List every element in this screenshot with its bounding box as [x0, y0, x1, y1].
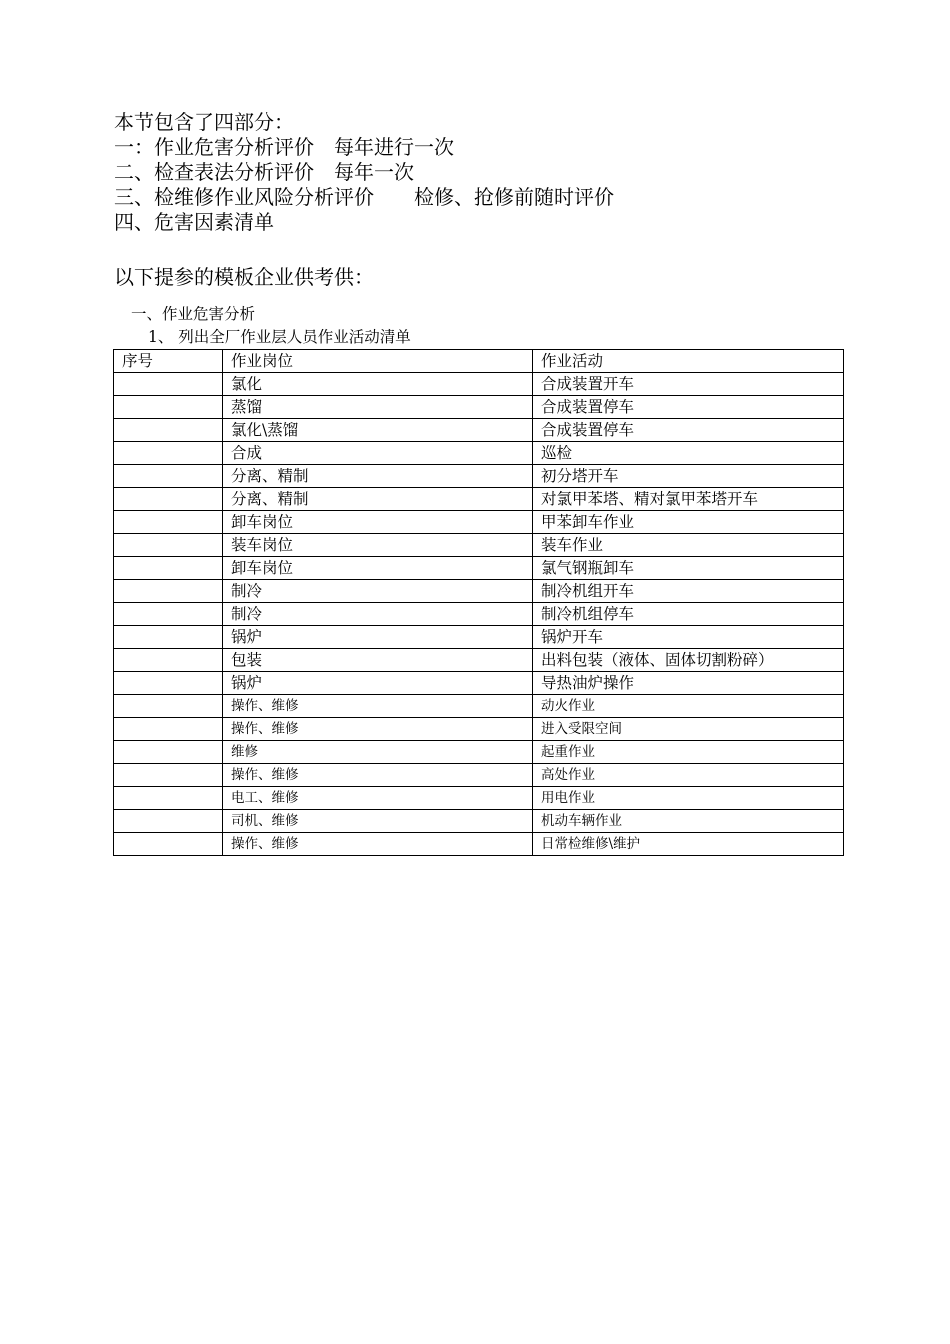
cell-post: 锅炉: [223, 672, 533, 695]
cell-index: [114, 557, 223, 580]
cell-index: [114, 511, 223, 534]
cell-post: 制冷: [223, 580, 533, 603]
table-row: [114, 741, 844, 764]
cell-index: [114, 534, 223, 557]
cell-post: 氯化\蒸馏: [223, 419, 533, 442]
cell-index: [114, 442, 223, 465]
table-row: [114, 373, 844, 396]
cell-post: 合成: [223, 442, 533, 465]
cell-post: 操作、维修: [223, 718, 533, 741]
table-row: [114, 764, 844, 787]
cell-index: [114, 764, 223, 787]
cell-post: 操作、维修: [223, 695, 533, 718]
table-row: [114, 833, 844, 856]
cell-activity: 巡检: [533, 442, 844, 465]
table-row: [114, 649, 844, 672]
cell-activity: 合成装置停车: [533, 419, 844, 442]
cell-activity: 合成装置停车: [533, 396, 844, 419]
cell-activity: 合成装置开车: [533, 373, 844, 396]
cell-index: [114, 373, 223, 396]
cell-post: 锅炉: [223, 626, 533, 649]
table-row: [114, 695, 844, 718]
template-lead-text: 以下提参的模板企业供考供：: [114, 265, 374, 289]
table-row: [114, 810, 844, 833]
table-header-row: [114, 350, 844, 373]
cell-post: 包装: [223, 649, 533, 672]
intro-line: 本节包含了四部分：: [114, 110, 294, 134]
table-row: [114, 557, 844, 580]
cell-index: [114, 580, 223, 603]
cell-activity: 装车作业: [533, 534, 844, 557]
intro-line: 一：作业危害分析评价 每年进行一次: [114, 135, 454, 159]
cell-activity: 动火作业: [533, 695, 844, 718]
cell-index: [114, 810, 223, 833]
cell-post: 氯化: [223, 373, 533, 396]
activity-table: [113, 349, 844, 856]
cell-activity: 出料包装（液体、固体切割粉碎）: [533, 649, 844, 672]
table-row: [114, 580, 844, 603]
cell-index: [114, 672, 223, 695]
cell-index: [114, 695, 223, 718]
table-row: [114, 626, 844, 649]
cell-post: 制冷: [223, 603, 533, 626]
cell-index: [114, 465, 223, 488]
cell-post: 卸车岗位: [223, 557, 533, 580]
header-cell-index: 序号: [114, 350, 223, 373]
cell-activity: 日常检维修\维护: [533, 833, 844, 856]
cell-activity: 机动车辆作业: [533, 810, 844, 833]
table-row: [114, 488, 844, 511]
header-cell-activity: 作业活动: [533, 350, 844, 373]
cell-activity: 甲苯卸车作业: [533, 511, 844, 534]
cell-post: 蒸馏: [223, 396, 533, 419]
cell-post: 操作、维修: [223, 764, 533, 787]
cell-activity: 对氯甲苯塔、精对氯甲苯塔开车: [533, 488, 844, 511]
table-row: [114, 603, 844, 626]
cell-activity: 起重作业: [533, 741, 844, 764]
cell-index: [114, 741, 223, 764]
cell-index: [114, 603, 223, 626]
intro-line: 四、危害因素清单: [114, 210, 274, 234]
cell-index: [114, 718, 223, 741]
table-row: [114, 787, 844, 810]
subsection-heading: 1、 列出全厂作业层人员作业活动清单: [148, 328, 411, 346]
cell-post: 维修: [223, 741, 533, 764]
intro-block: [114, 110, 614, 235]
cell-activity: 导热油炉操作: [533, 672, 844, 695]
cell-activity: 初分塔开车: [533, 465, 844, 488]
cell-post: 装车岗位: [223, 534, 533, 557]
cell-index: [114, 396, 223, 419]
cell-activity: 制冷机组开车: [533, 580, 844, 603]
intro-line: 二、检查表法分析评价 每年一次: [114, 160, 414, 184]
cell-post: 司机、维修: [223, 810, 533, 833]
cell-activity: 制冷机组停车: [533, 603, 844, 626]
cell-index: [114, 626, 223, 649]
cell-post: 分离、精制: [223, 488, 533, 511]
cell-index: [114, 419, 223, 442]
section-heading: 一、作业危害分析: [131, 305, 256, 323]
cell-activity: 锅炉开车: [533, 626, 844, 649]
table-row: [114, 511, 844, 534]
table-row: [114, 465, 844, 488]
table-row: [114, 672, 844, 695]
table-row: [114, 442, 844, 465]
cell-activity: 高处作业: [533, 764, 844, 787]
cell-index: [114, 787, 223, 810]
cell-post: 电工、维修: [223, 787, 533, 810]
table-row: [114, 718, 844, 741]
intro-line: 三、检维修作业风险分析评价 检修、抢修前随时评价: [114, 185, 614, 209]
cell-index: [114, 649, 223, 672]
header-cell-post: 作业岗位: [223, 350, 533, 373]
cell-post: 分离、精制: [223, 465, 533, 488]
table-row: [114, 419, 844, 442]
cell-index: [114, 488, 223, 511]
cell-post: 操作、维修: [223, 833, 533, 856]
cell-post: 卸车岗位: [223, 511, 533, 534]
table-row: [114, 396, 844, 419]
cell-index: [114, 833, 223, 856]
table-row: [114, 534, 844, 557]
cell-activity: 用电作业: [533, 787, 844, 810]
cell-activity: 进入受限空间: [533, 718, 844, 741]
cell-activity: 氯气钢瓶卸车: [533, 557, 844, 580]
